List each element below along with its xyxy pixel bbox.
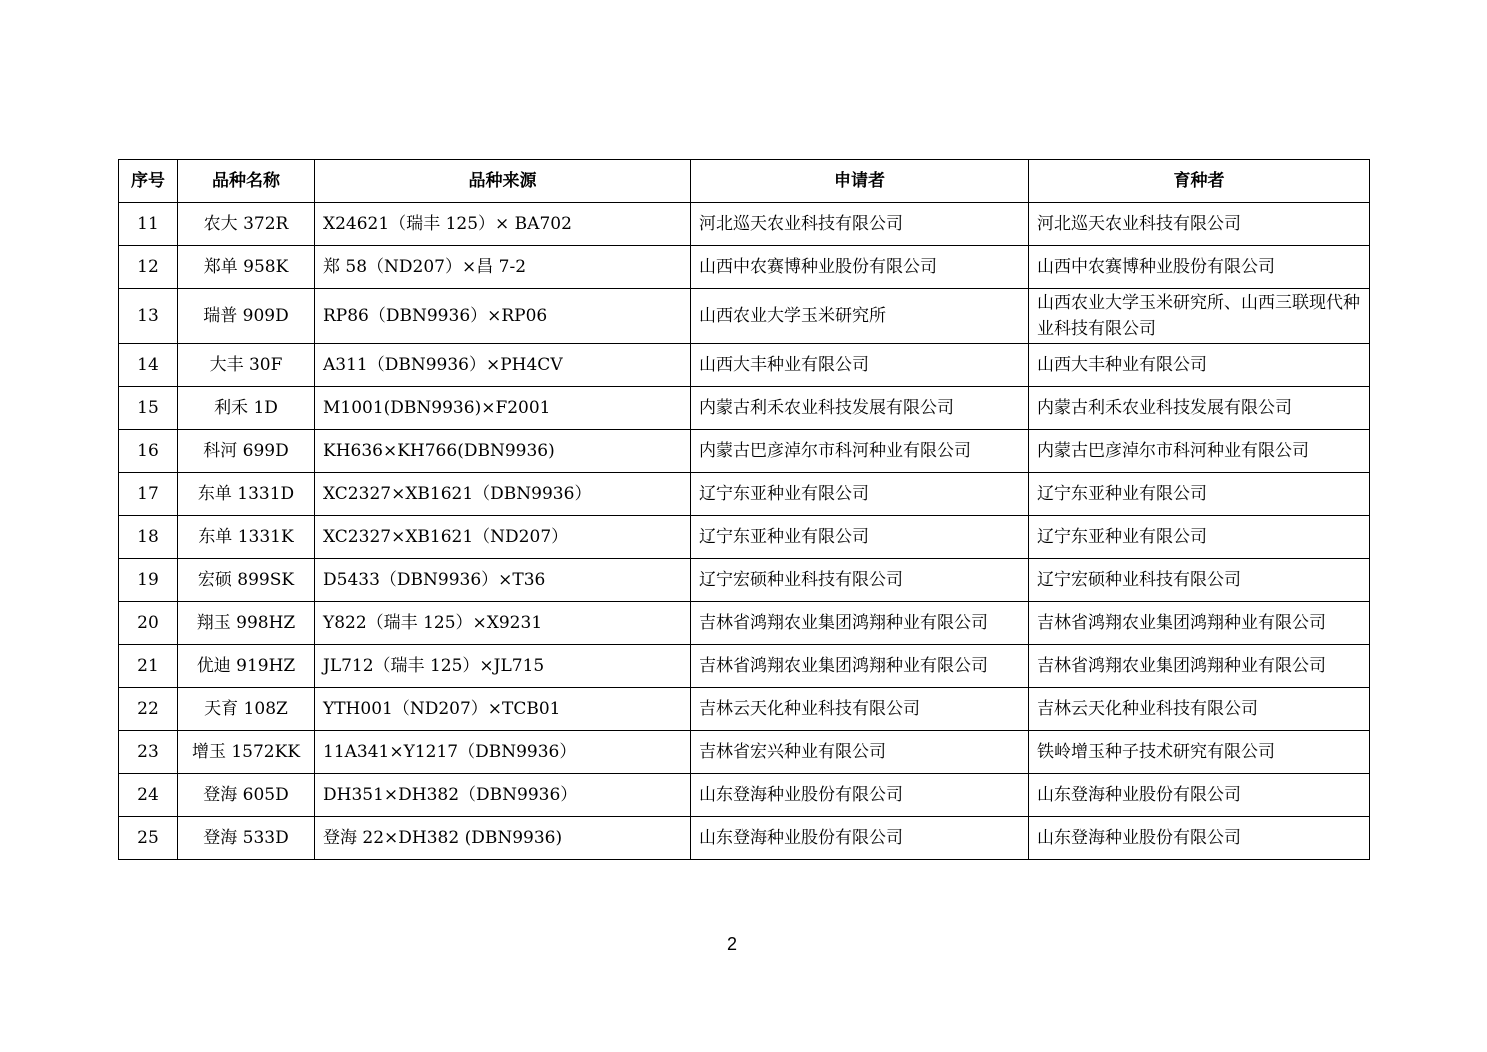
cell-source: Y822（瑞丰 125）×X9231 xyxy=(315,602,691,645)
cell-seq: 22 xyxy=(119,688,178,731)
cell-applicant: 内蒙古利禾农业科技发展有限公司 xyxy=(691,387,1029,430)
cell-applicant: 辽宁东亚种业有限公司 xyxy=(691,516,1029,559)
header-breeder: 育种者 xyxy=(1029,160,1370,203)
cell-name: 天育 108Z xyxy=(178,688,315,731)
cell-name: 郑单 958K xyxy=(178,246,315,289)
cell-breeder: 山西农业大学玉米研究所、山西三联现代种业科技有限公司 xyxy=(1029,289,1370,344)
cell-seq: 13 xyxy=(119,289,178,344)
cell-source: X24621（瑞丰 125）× BA702 xyxy=(315,203,691,246)
cell-applicant: 内蒙古巴彦淖尔市科河种业有限公司 xyxy=(691,430,1029,473)
table-row xyxy=(119,559,1370,602)
cell-breeder: 辽宁东亚种业有限公司 xyxy=(1029,516,1370,559)
table-row xyxy=(119,344,1370,387)
table-row xyxy=(119,430,1370,473)
cell-source: XC2327×XB1621（DBN9936） xyxy=(315,473,691,516)
cell-source: A311（DBN9936）×PH4CV xyxy=(315,344,691,387)
table-row xyxy=(119,774,1370,817)
cell-applicant: 辽宁东亚种业有限公司 xyxy=(691,473,1029,516)
cell-breeder: 山东登海种业股份有限公司 xyxy=(1029,774,1370,817)
header-applicant: 申请者 xyxy=(691,160,1029,203)
cell-seq: 14 xyxy=(119,344,178,387)
header-seq: 序号 xyxy=(119,160,178,203)
cell-seq: 11 xyxy=(119,203,178,246)
variety-table xyxy=(118,159,1370,860)
cell-seq: 12 xyxy=(119,246,178,289)
cell-applicant: 山西农业大学玉米研究所 xyxy=(691,289,1029,344)
cell-name: 大丰 30F xyxy=(178,344,315,387)
cell-name: 利禾 1D xyxy=(178,387,315,430)
table-row xyxy=(119,387,1370,430)
cell-breeder: 吉林省鸿翔农业集团鸿翔种业有限公司 xyxy=(1029,602,1370,645)
header-source: 品种来源 xyxy=(315,160,691,203)
cell-source: YTH001（ND207）×TCB01 xyxy=(315,688,691,731)
cell-breeder: 山西大丰种业有限公司 xyxy=(1029,344,1370,387)
cell-name: 农大 372R xyxy=(178,203,315,246)
cell-breeder: 吉林云天化种业科技有限公司 xyxy=(1029,688,1370,731)
cell-name: 登海 533D xyxy=(178,817,315,860)
cell-breeder: 内蒙古利禾农业科技发展有限公司 xyxy=(1029,387,1370,430)
cell-breeder: 河北巡天农业科技有限公司 xyxy=(1029,203,1370,246)
cell-source: KH636×KH766(DBN9936) xyxy=(315,430,691,473)
cell-seq: 17 xyxy=(119,473,178,516)
cell-seq: 16 xyxy=(119,430,178,473)
cell-breeder: 辽宁宏硕种业科技有限公司 xyxy=(1029,559,1370,602)
cell-source: DH351×DH382（DBN9936） xyxy=(315,774,691,817)
cell-applicant: 山东登海种业股份有限公司 xyxy=(691,774,1029,817)
cell-breeder: 辽宁东亚种业有限公司 xyxy=(1029,473,1370,516)
cell-seq: 19 xyxy=(119,559,178,602)
cell-applicant: 吉林省鸿翔农业集团鸿翔种业有限公司 xyxy=(691,602,1029,645)
table-header-row xyxy=(119,160,1370,203)
cell-seq: 23 xyxy=(119,731,178,774)
cell-source: D5433（DBN9936）×T36 xyxy=(315,559,691,602)
table-row xyxy=(119,289,1370,344)
cell-name: 翔玉 998HZ xyxy=(178,602,315,645)
cell-breeder: 铁岭增玉种子技术研究有限公司 xyxy=(1029,731,1370,774)
cell-breeder: 山西中农赛博种业股份有限公司 xyxy=(1029,246,1370,289)
cell-name: 科河 699D xyxy=(178,430,315,473)
cell-source: JL712（瑞丰 125）×JL715 xyxy=(315,645,691,688)
cell-name: 东单 1331K xyxy=(178,516,315,559)
cell-breeder: 山东登海种业股份有限公司 xyxy=(1029,817,1370,860)
cell-seq: 18 xyxy=(119,516,178,559)
cell-source: 登海 22×DH382 (DBN9936) xyxy=(315,817,691,860)
cell-breeder: 内蒙古巴彦淖尔市科河种业有限公司 xyxy=(1029,430,1370,473)
cell-name: 增玉 1572KK xyxy=(178,731,315,774)
table-row xyxy=(119,645,1370,688)
cell-source: 11A341×Y1217（DBN9936） xyxy=(315,731,691,774)
header-name: 品种名称 xyxy=(178,160,315,203)
cell-applicant: 山东登海种业股份有限公司 xyxy=(691,817,1029,860)
cell-seq: 15 xyxy=(119,387,178,430)
table-row xyxy=(119,203,1370,246)
cell-seq: 21 xyxy=(119,645,178,688)
table-row xyxy=(119,246,1370,289)
cell-name: 宏硕 899SK xyxy=(178,559,315,602)
cell-name: 瑞普 909D xyxy=(178,289,315,344)
cell-applicant: 山西中农赛博种业股份有限公司 xyxy=(691,246,1029,289)
table-row xyxy=(119,817,1370,860)
cell-applicant: 河北巡天农业科技有限公司 xyxy=(691,203,1029,246)
cell-seq: 20 xyxy=(119,602,178,645)
cell-name: 东单 1331D xyxy=(178,473,315,516)
cell-source: XC2327×XB1621（ND207） xyxy=(315,516,691,559)
cell-applicant: 辽宁宏硕种业科技有限公司 xyxy=(691,559,1029,602)
table-row xyxy=(119,688,1370,731)
cell-applicant: 吉林省鸿翔农业集团鸿翔种业有限公司 xyxy=(691,645,1029,688)
table-row xyxy=(119,731,1370,774)
cell-name: 优迪 919HZ xyxy=(178,645,315,688)
table-row xyxy=(119,602,1370,645)
cell-applicant: 吉林云天化种业科技有限公司 xyxy=(691,688,1029,731)
cell-seq: 24 xyxy=(119,774,178,817)
cell-source: M1001(DBN9936)×F2001 xyxy=(315,387,691,430)
table-row xyxy=(119,473,1370,516)
cell-source: 郑 58（ND207）×昌 7-2 xyxy=(315,246,691,289)
cell-source: RP86（DBN9936）×RP06 xyxy=(315,289,691,344)
cell-name: 登海 605D xyxy=(178,774,315,817)
page-number: 2 xyxy=(726,934,737,954)
cell-seq: 25 xyxy=(119,817,178,860)
cell-applicant: 吉林省宏兴种业有限公司 xyxy=(691,731,1029,774)
cell-breeder: 吉林省鸿翔农业集团鸿翔种业有限公司 xyxy=(1029,645,1370,688)
table-row xyxy=(119,516,1370,559)
cell-applicant: 山西大丰种业有限公司 xyxy=(691,344,1029,387)
